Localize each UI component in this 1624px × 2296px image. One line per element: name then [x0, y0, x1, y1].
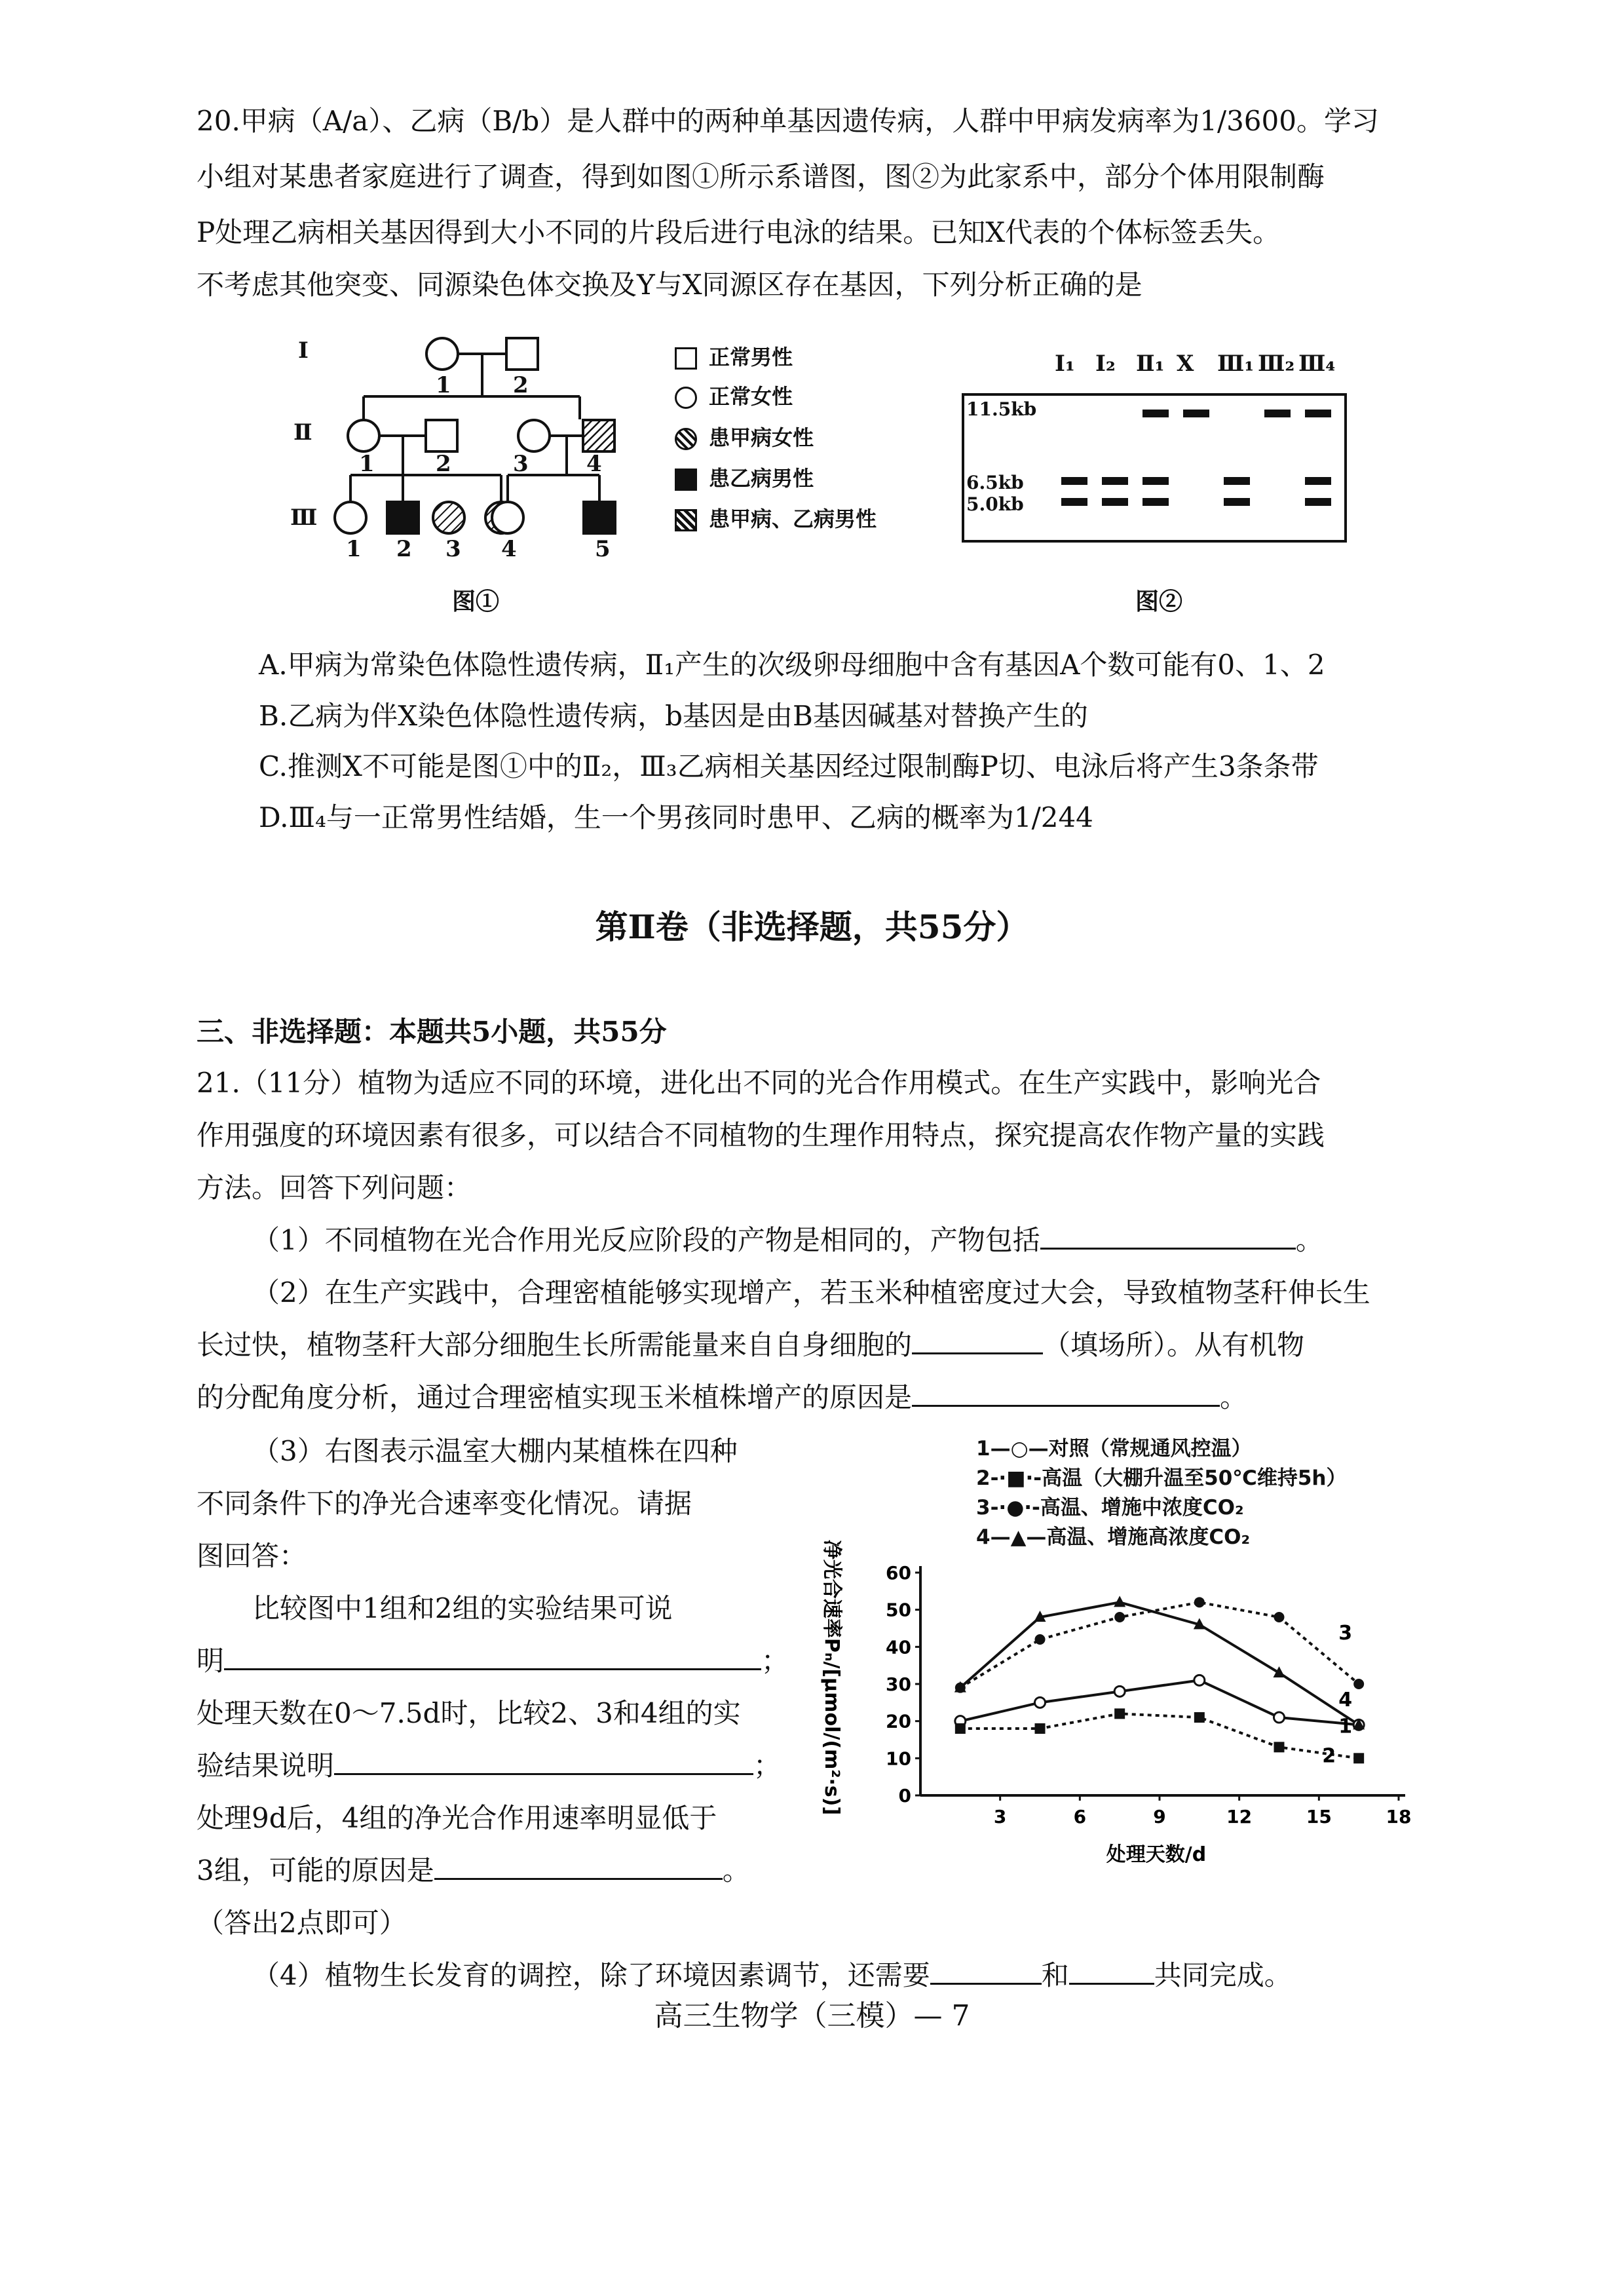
pedigree-overlay — [275, 328, 668, 616]
chart-x-tick-label: 6 — [1073, 1806, 1087, 1827]
gel-lane-label: Ⅲ₁ — [1217, 351, 1255, 377]
answer-blank-4[interactable] — [224, 1643, 761, 1670]
net-photosynthesis-chart — [799, 1527, 1454, 1867]
q21-p3-line-6: 处理天数在0～7.5d时，比较2、3和4组的实 — [197, 1697, 741, 1729]
chart-series-label: 3 — [1338, 1622, 1353, 1645]
gel-band — [1061, 477, 1087, 485]
q20-option-c: C.推测X不可能是图①中的Ⅱ₂，Ⅲ₃乙病相关基因经过限制酶P切、电泳后将产生3条条带 — [259, 750, 1319, 782]
chart-series-label: 4 — [1338, 1689, 1353, 1712]
pedigree-III3-filled — [433, 502, 464, 533]
gel-band — [1224, 477, 1250, 485]
num-II4: 4 — [586, 451, 602, 477]
chart-y-axis-label: 净光合速率Pₙ/[μmol/(m²·s)] — [820, 1539, 843, 1816]
q21-p3-line-1: （3）右图表示温室大棚内某植株在四种 — [252, 1435, 738, 1467]
gel-band — [1183, 410, 1209, 417]
legend-disease-b-male: 患乙病男性 — [675, 462, 814, 492]
num-II3: 3 — [513, 451, 529, 477]
pedigree-III4 — [492, 502, 523, 533]
filled-square-icon — [675, 469, 697, 491]
gel-size-11-5: 11.5kb — [966, 398, 1037, 420]
chart-series-line-3 — [960, 1602, 1359, 1687]
square-icon — [675, 347, 697, 370]
q21-p3-line-9: 3组，可能的原因是 。 — [197, 1854, 750, 1886]
gel-band — [1264, 410, 1291, 417]
q21-p3-line-10: （答出2点即可） — [197, 1907, 407, 1939]
chart-y-tick-label: 30 — [886, 1674, 911, 1695]
chart-point — [1274, 1612, 1285, 1622]
chart-point — [1353, 1753, 1364, 1763]
answer-blank-3[interactable] — [912, 1380, 1220, 1407]
chart-legend-3: 3‑·●·‑高温、增施中浓度CO₂ — [976, 1496, 1244, 1520]
q21-intro-2: 作用强度的环境因素有很多，可以结合不同植物的生理作用特点，探究提高农作物产量的实践 — [197, 1119, 1325, 1151]
pedigree-caption: 图① — [452, 588, 500, 615]
hatched-circle-icon — [675, 428, 697, 450]
answer-blank-2[interactable] — [912, 1328, 1043, 1354]
gel-band — [1142, 410, 1169, 417]
chart-point — [1114, 1708, 1125, 1719]
chart-y-tick-label: 50 — [886, 1599, 911, 1621]
num-III5: 5 — [595, 536, 611, 562]
chart-point — [1274, 1712, 1285, 1723]
chart-point — [1114, 1686, 1125, 1696]
chart-series-label: 2 — [1322, 1744, 1336, 1768]
gel-band — [1305, 477, 1331, 485]
chart-y-tick-label: 0 — [898, 1785, 911, 1807]
chart-x-tick-label: 3 — [993, 1806, 1007, 1827]
num-II1: 1 — [359, 451, 375, 477]
q21-p3-line-3: 图回答： — [197, 1540, 307, 1572]
q21-intro-1: 21.（11分）植物为适应不同的环境，进化出不同的光合作用模式。在生产实践中，影响光合 — [197, 1067, 1321, 1099]
gen-label-I: Ⅰ — [298, 337, 309, 364]
hatched-square-icon — [675, 509, 697, 531]
gel-band — [1142, 477, 1169, 485]
gel-lane-label: Ⅲ₂ — [1258, 351, 1295, 377]
legend-normal-female: 正常女性 — [675, 380, 793, 410]
gel-band — [1102, 498, 1128, 506]
chart-y-tick-label: 40 — [886, 1636, 911, 1658]
chart-legend-4: 4—▲—高温、增施高浓度CO₂ — [976, 1525, 1251, 1549]
gel-band — [1142, 498, 1169, 506]
q20-line-1: 20.甲病（A/a）、乙病（B/b）是人群中的两种单基因遗传病，人群中甲病发病率为1/3600。学习 — [197, 105, 1379, 137]
chart-point — [955, 1723, 966, 1734]
chart-legend-1: 1—○—对照（常规通风控温） — [976, 1437, 1252, 1461]
chart-point — [1194, 1597, 1205, 1607]
legend-disease-a-female: 患甲病女性 — [675, 421, 814, 451]
q21-p3-line-2: 不同条件下的净光合速率变化情况。请据 — [197, 1487, 692, 1520]
gel-size-6-5: 6.5kb — [966, 472, 1024, 493]
q21-p1: （1）不同植物在光合作用光反应阶段的产物是相同的，产物包括 。 — [252, 1224, 1323, 1256]
num-II2: 2 — [436, 451, 451, 477]
q20-line-2: 小组对某患者家庭进行了调查，得到如图①所示系谱图，图②为此家系中，部分个体用限制酶 — [197, 161, 1325, 193]
gel-lane-label: Ⅰ₂ — [1095, 351, 1116, 377]
chart-series-label: 1 — [1338, 1715, 1353, 1738]
chart-legend-2: 2‑·■·‑高温（大棚升温至50℃维持5h） — [976, 1466, 1347, 1490]
num-III2: 2 — [396, 536, 412, 562]
circle-icon — [675, 387, 697, 409]
gel-band — [1305, 498, 1331, 506]
gel-caption: 图② — [1135, 588, 1183, 615]
legend-disease-ab-male: 患甲病、乙病男性 — [675, 503, 877, 533]
q20-option-b: B.乙病为伴X染色体隐性遗传病，b基因是由B基因碱基对替换产生的 — [259, 700, 1088, 732]
gen-label-II: Ⅱ — [293, 419, 312, 446]
chart-y-tick-label: 10 — [886, 1748, 911, 1770]
q20-line-3: P处理乙病相关基因得到大小不同的片段后进行电泳的结果。已知X代表的个体标签丢失。 — [197, 216, 1281, 248]
gel-lane-label: Ⅲ₄ — [1298, 351, 1336, 377]
chart-y-tick-label: 60 — [886, 1562, 911, 1584]
chart-point — [1035, 1723, 1046, 1734]
chart-point — [1353, 1679, 1364, 1689]
chart-x-tick-label: 9 — [1153, 1806, 1166, 1827]
q21-intro-3: 方法。回答下列问题： — [197, 1172, 472, 1204]
gel-band — [1061, 498, 1087, 506]
answer-blank-5[interactable] — [334, 1748, 753, 1775]
num-III3: 3 — [445, 536, 461, 562]
gel-lane-label: X — [1177, 351, 1194, 377]
q20-option-d: D.Ⅲ₄与一正常男性结婚，生一个男孩同时患甲、乙病的概率为1/244 — [259, 801, 1093, 833]
q20-line-4: 不考虑其他突变、同源染色体交换及Y与X同源区存在基因，下列分析正确的是 — [197, 269, 1142, 301]
chart-x-axis-label: 处理天数/d — [1106, 1843, 1207, 1866]
q21-p2b: 长过快，植物茎秆大部分细胞生长所需能量来自自身细胞的 （填场所）。从有机物 — [197, 1329, 1305, 1361]
answer-blank-6[interactable] — [434, 1853, 723, 1880]
page-footer: 高三生物学（三模）— 7 — [654, 1999, 970, 2033]
num-I2: 2 — [513, 372, 529, 398]
gel-lane-label: Ⅰ₁ — [1055, 351, 1075, 377]
chart-point — [1035, 1697, 1046, 1708]
chart-point — [1114, 1596, 1125, 1607]
q21-p3-line-7: 验结果说明 ； — [197, 1750, 782, 1782]
chart-x-tick-label: 15 — [1306, 1806, 1332, 1827]
chart-x-tick-label: 12 — [1226, 1806, 1253, 1827]
gel-size-5-0: 5.0kb — [966, 493, 1024, 515]
chart-point — [1114, 1612, 1125, 1622]
chart-point — [1274, 1742, 1285, 1752]
chart-point — [1035, 1634, 1046, 1645]
legend-normal-male: 正常男性 — [675, 341, 793, 371]
gel-band — [1305, 410, 1331, 417]
q21-p2a: （2）在生产实践中，合理密植能够实现增产，若玉米种植密度过大会，导致植物茎秆伸长生 — [252, 1276, 1370, 1309]
q21-p3-line-5: 明 ； — [197, 1645, 789, 1677]
gel-band — [1102, 477, 1128, 485]
num-III1: 1 — [346, 536, 362, 562]
chart-y-tick-label: 20 — [886, 1710, 911, 1732]
chart-point — [1194, 1675, 1205, 1685]
q21-p2c: 的分配角度分析，通过合理密植实现玉米植株增产的原因是 。 — [197, 1381, 1248, 1413]
gel-lane-label: Ⅱ₁ — [1136, 351, 1165, 377]
gen-label-III: Ⅲ — [290, 505, 318, 531]
num-I1: 1 — [436, 372, 451, 398]
chart-point — [1194, 1712, 1205, 1723]
answer-blank-1[interactable] — [1040, 1223, 1296, 1250]
q21-p4: （4）植物生长发育的调控，除了环境因素调节，还需要 和 共同完成。 — [252, 1959, 1292, 1991]
section-2-title: 第Ⅱ卷（非选择题，共55分） — [595, 908, 1029, 946]
answer-blank-8[interactable] — [1069, 1958, 1154, 1985]
chart-x-tick-label: 18 — [1386, 1806, 1412, 1827]
gel-band — [1224, 498, 1250, 506]
section-3-heading: 三、非选择题：本题共5小题，共55分 — [197, 1016, 667, 1048]
num-III4: 4 — [501, 536, 517, 562]
q20-option-a: A.甲病为常染色体隐性遗传病，Ⅱ₁产生的次级卵母细胞中含有基因A个数可能有0、1、2 — [259, 649, 1325, 681]
q21-p3-line-4: 比较图中1组和2组的实验结果可说 — [252, 1592, 673, 1624]
q21-p3-line-8: 处理9d后，4组的净光合作用速率明显低于 — [197, 1802, 717, 1834]
answer-blank-7[interactable] — [930, 1958, 1042, 1985]
